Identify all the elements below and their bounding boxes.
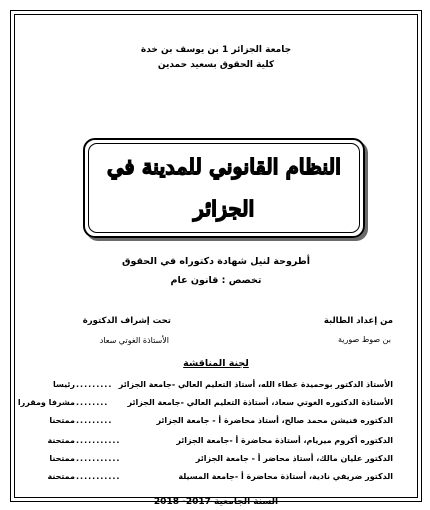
jury-member-role: ممتحنا bbox=[49, 454, 75, 463]
university-name: جامعة الجزائر 1 بن يوسف بن خدة bbox=[140, 45, 292, 55]
leader-dots: ........ bbox=[76, 398, 109, 407]
jury-member-row bbox=[31, 454, 401, 468]
jury-heading: لجنة المناقشة bbox=[183, 358, 249, 369]
leader-dots: ........... bbox=[76, 472, 121, 481]
jury-member-role: ممتحنة bbox=[47, 436, 75, 445]
jury-member-role: ممتحنة bbox=[47, 472, 75, 481]
supervision-label: تحت إشراف الدكتورة bbox=[82, 316, 171, 326]
faculty-name: كلية الحقوق بسعيد حمدين bbox=[157, 60, 275, 70]
leader-dots: ........... bbox=[76, 454, 121, 463]
thesis-title-line2: الجزائر bbox=[193, 196, 255, 221]
jury-member-row bbox=[31, 472, 401, 486]
jury-member-role: ممتحنا bbox=[49, 416, 75, 425]
jury-member-name: الأستاذ الدكتور بوحميدة عطاء الله، أستاذ التعليم العالي -جامعة الجزائر bbox=[118, 380, 393, 389]
leader-dots: ........... bbox=[76, 436, 121, 445]
jury-member-row bbox=[31, 436, 401, 450]
jury-member-name: الدكتوره أكروم ميريام، أستاذة محاضرة أ -جامعة الجزائر bbox=[176, 436, 393, 445]
student-name: بن صوط صورية bbox=[337, 335, 391, 344]
jury-member-name: الأستاذة الدكتوره الغوتي سعاد، أستاذة التعليم العالي -جامعة الجزائر bbox=[127, 398, 393, 407]
thesis-specialty: تخصص : قانون عام bbox=[170, 275, 262, 286]
leader-dots: ......... bbox=[76, 380, 113, 389]
jury-member-row bbox=[17, 398, 401, 412]
jury-member-row bbox=[31, 416, 401, 430]
thesis-title-line1: النظام القانوني للمدينة في bbox=[107, 154, 341, 179]
jury-member-name: الدكتور عليان مالك، أستاذ محاضر أ - جامعة الجزائر bbox=[195, 454, 393, 463]
jury-member-name: الدكتوره فنيشن محمد صالح، أستاذ محاضرة أ - جامعة الجزائر bbox=[156, 416, 393, 425]
jury-member-role: مشرفا ومقررا bbox=[17, 398, 75, 407]
page-border bbox=[10, 10, 422, 507]
prepared-by-label: من إعداد الطالبة bbox=[323, 316, 393, 326]
title-frame bbox=[83, 138, 365, 238]
leader-dots: ......... bbox=[76, 416, 113, 425]
supervisor-name: الأستاذة الغوتي سعاد bbox=[99, 336, 169, 345]
academic-year: السنة الجامعية 2017- 2018 bbox=[153, 497, 279, 507]
jury-member-name: الدكتور ضريفي نادية، أستاذة محاضرة أ -جامعة المسيلة bbox=[178, 472, 393, 481]
jury-member-role: رئيسا bbox=[52, 380, 75, 389]
jury-member-row bbox=[31, 380, 401, 394]
thesis-degree: أطروحة لنيل شهادة دكتوراه في الحقوق bbox=[122, 256, 310, 267]
